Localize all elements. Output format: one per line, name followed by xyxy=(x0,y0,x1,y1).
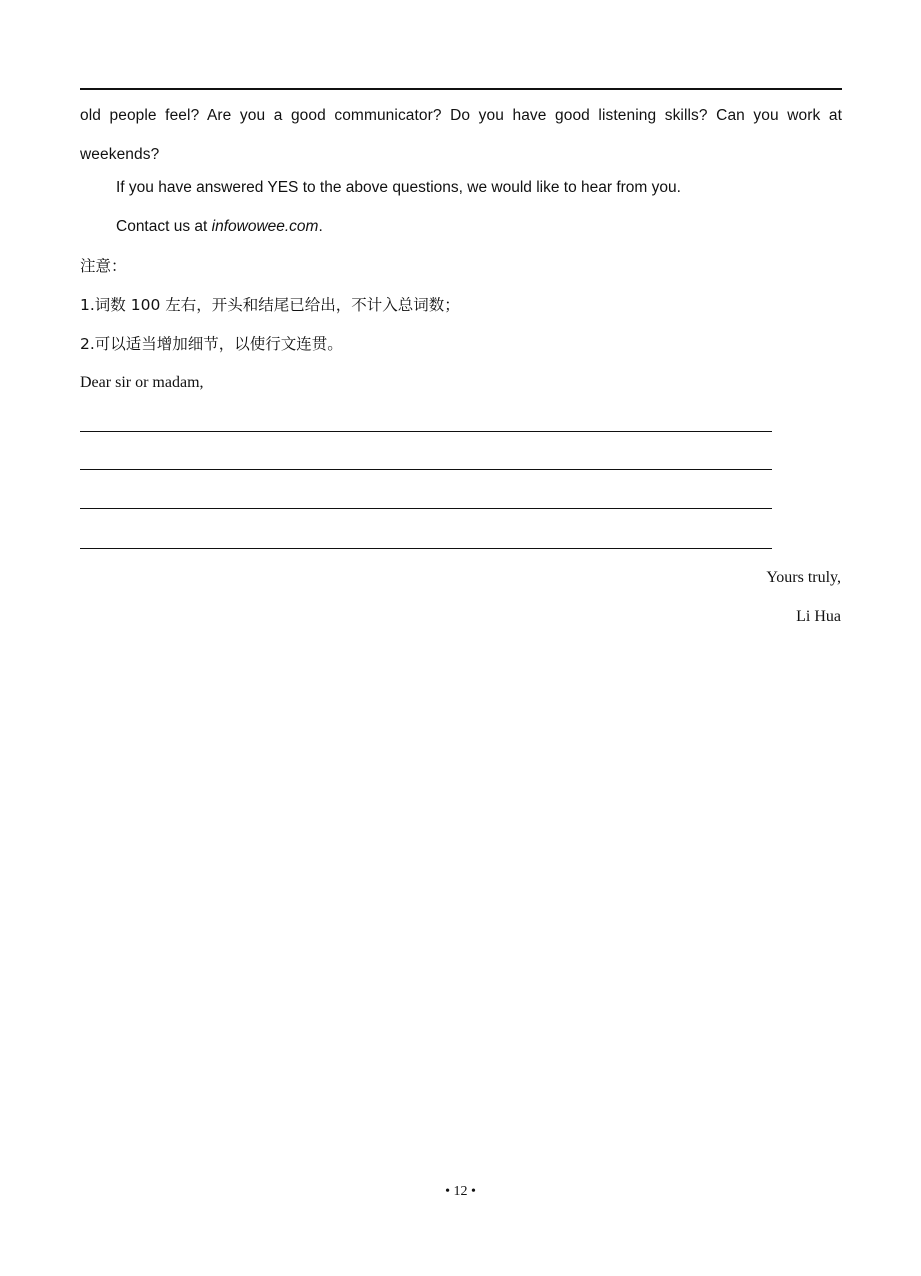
continued-paragraph: old people feel? Are you a good communicator? Do you have good listening skills? Can you work at weekends? xyxy=(80,107,842,163)
contact-line xyxy=(116,215,323,239)
note-item-2: 2.可以适当增加细节，以使行文连贯。 xyxy=(80,335,343,353)
note-item-1: 1.词数 100 左右，开头和结尾已给出，不计入总词数； xyxy=(80,296,460,314)
answer-line: If you have answered YES to the above questions, we would like to hear from you. xyxy=(116,179,681,196)
signature: Li Hua xyxy=(796,608,841,625)
writing-line[interactable] xyxy=(80,508,772,509)
salutation: Dear sir or madam, xyxy=(80,374,204,391)
writing-line[interactable] xyxy=(80,548,772,549)
page-number: • 12 • xyxy=(445,1184,476,1199)
writing-line[interactable] xyxy=(80,469,772,470)
contact-suffix: . xyxy=(318,218,323,235)
writing-line[interactable] xyxy=(80,431,772,432)
contact-prefix: Contact us at xyxy=(116,218,212,235)
contact-email: infowowee.com xyxy=(211,218,319,235)
notes-heading: 注意： xyxy=(80,257,127,275)
closing: Yours truly, xyxy=(766,569,841,586)
header-rule xyxy=(80,88,842,90)
